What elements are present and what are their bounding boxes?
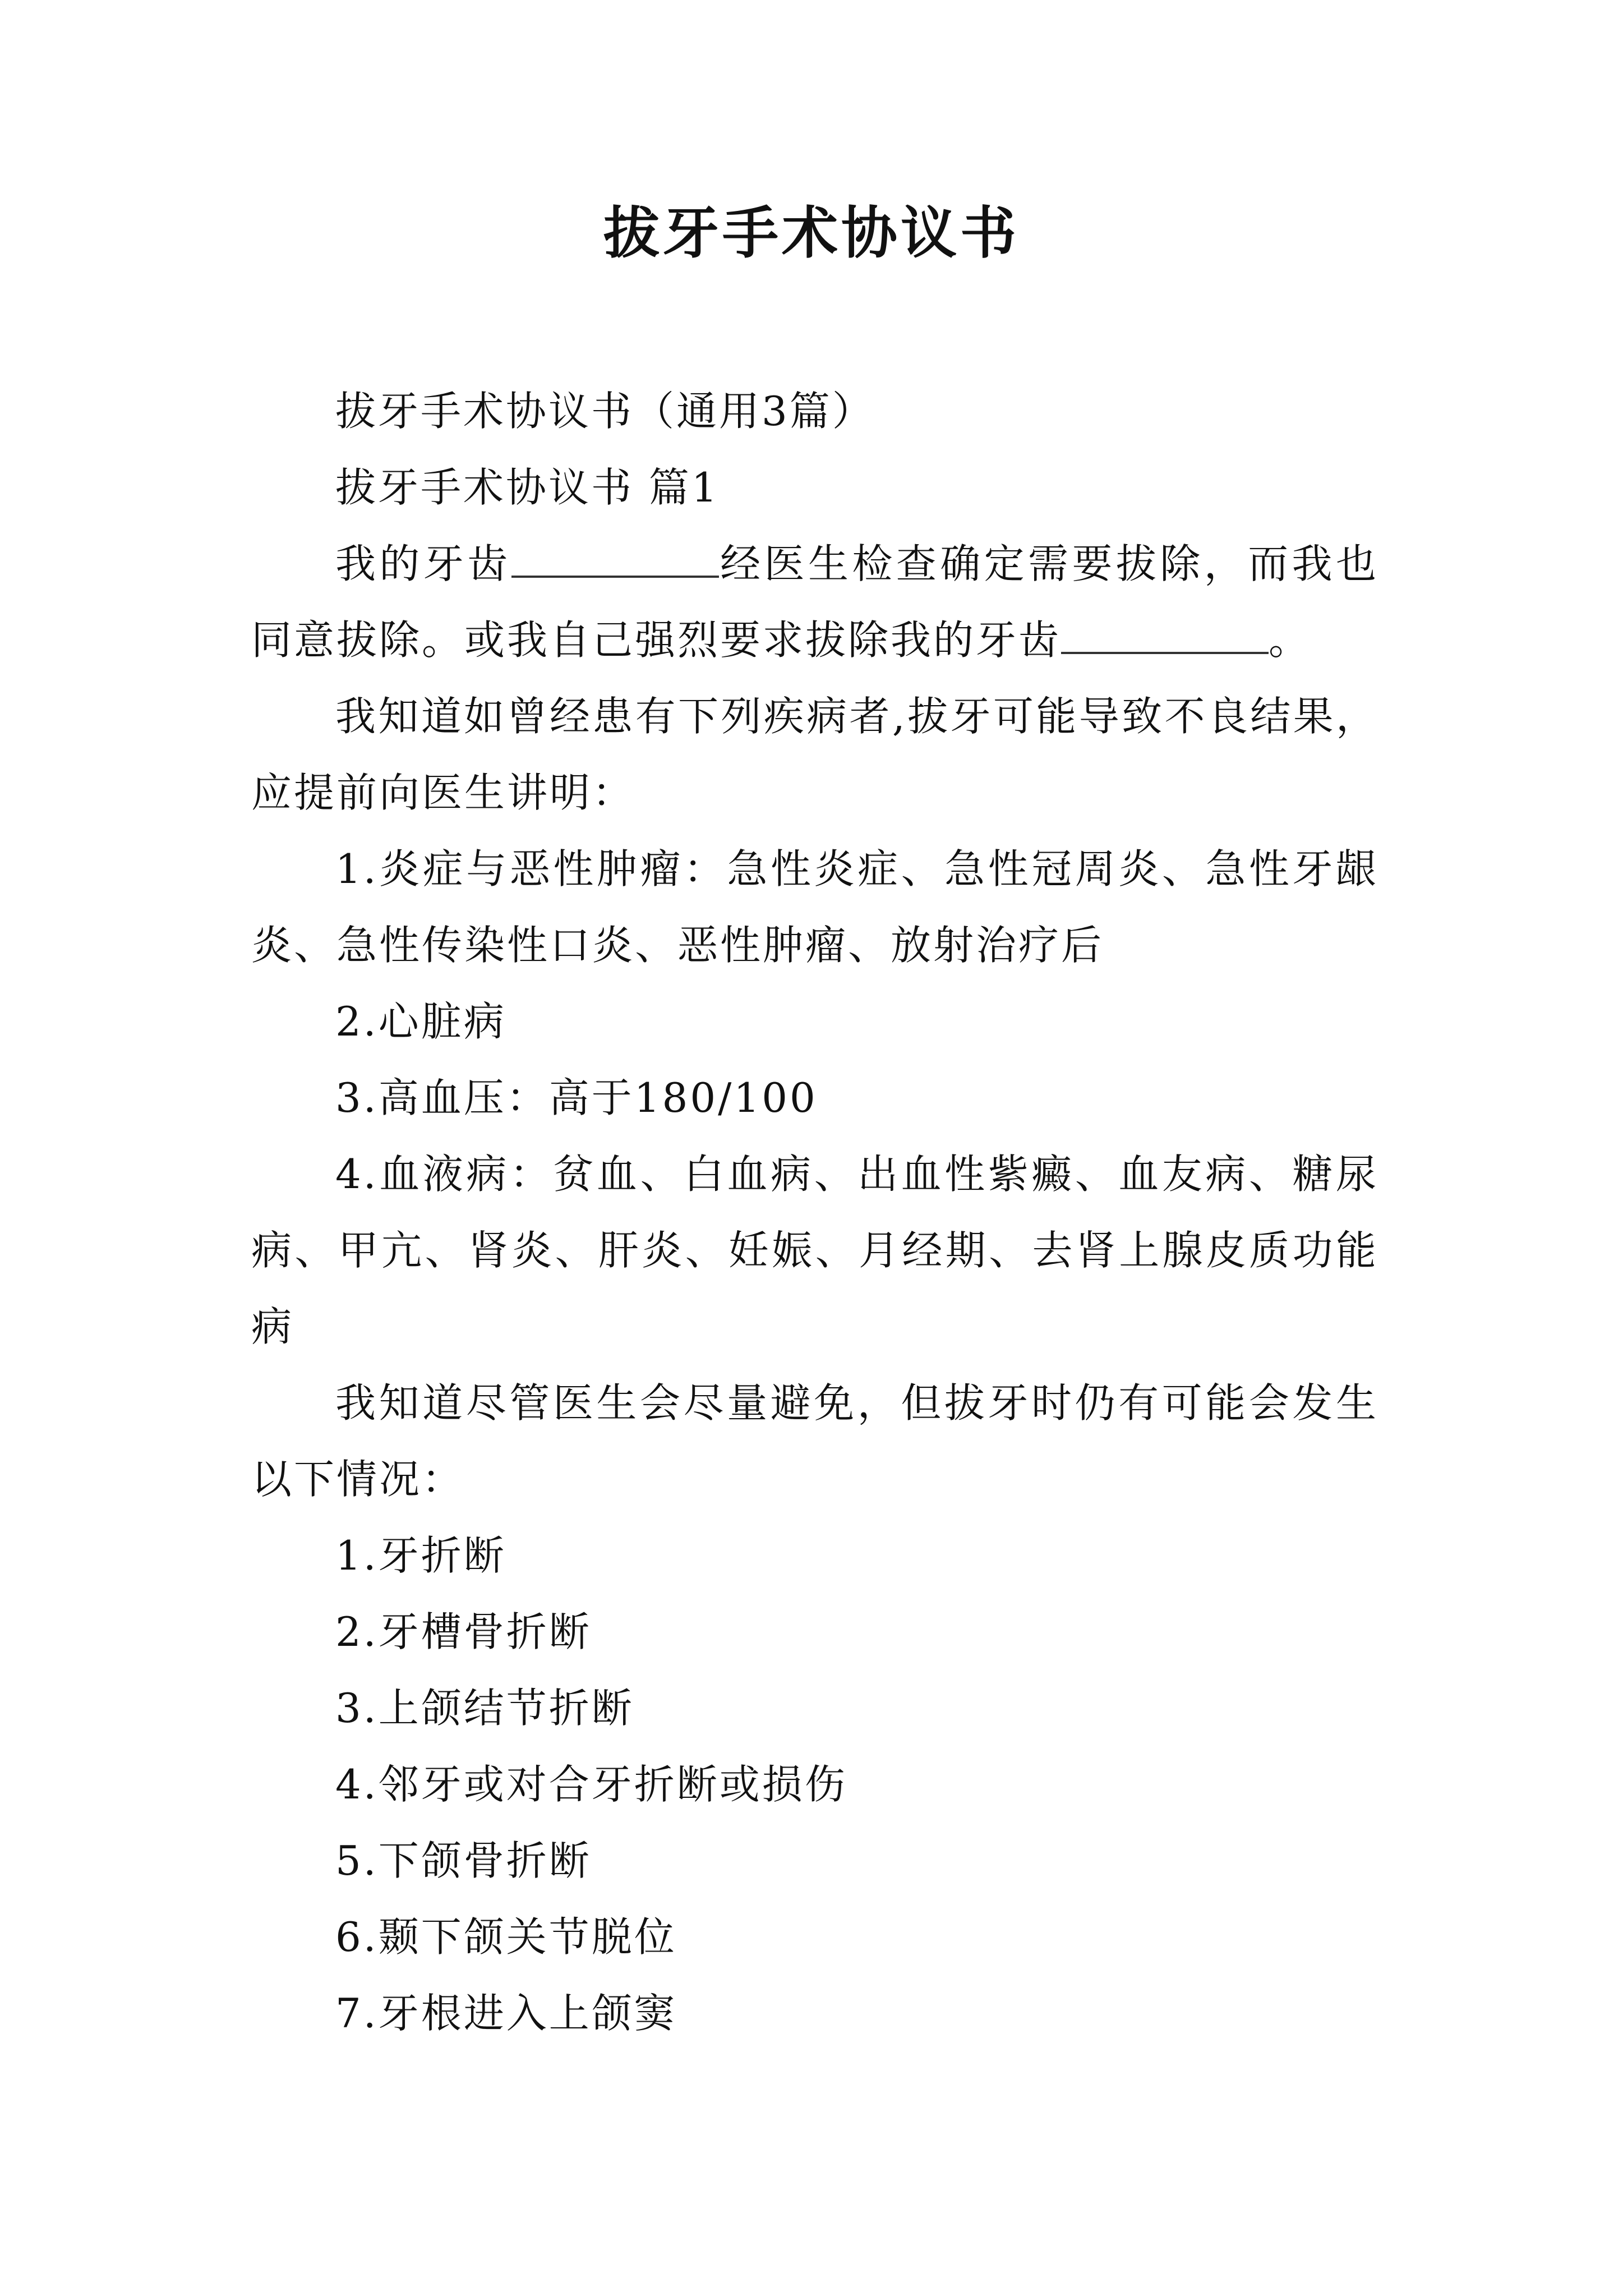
complication-item: 6.颞下颌关节脱位 bbox=[335, 1913, 677, 1961]
tooth-blank-field-2 bbox=[1061, 618, 1269, 654]
document-subtitle: 拔牙手术协议书（通用3篇） bbox=[335, 388, 875, 435]
consent-paragraph bbox=[251, 526, 1378, 678]
document-body bbox=[251, 373, 1378, 2051]
disease-item: 1.炎症与恶性肿瘤：急性炎症、急性冠周炎、急性牙龈炎、急性传染性口炎、恶性肿瘤、放射治疗后 bbox=[251, 845, 1378, 969]
tooth-blank-field-1 bbox=[511, 542, 719, 578]
disease-item: 2.心脏病 bbox=[335, 998, 506, 1045]
consent-text-start: 我的牙齿 bbox=[335, 540, 511, 587]
disease-item: 3.高血压：高于180/100 bbox=[335, 1074, 818, 1121]
document-title: 拔牙手术协议书 bbox=[603, 200, 1020, 266]
disease-item: 4.血液病：贫血、白血病、出血性紫癜、血友病、糖尿病、甲亢、肾炎、肝炎、妊娠、月经期、去肾上腺皮质功能病 bbox=[251, 1151, 1378, 1350]
complication-item: 4.邻牙或对合牙折断或损伤 bbox=[335, 1761, 847, 1808]
complication-item: 5.下颌骨折断 bbox=[335, 1837, 592, 1884]
disease-intro-paragraph: 我知道如曾经患有下列疾病者,拔牙可能导致不良结果，应提前向医生讲明： bbox=[251, 693, 1378, 816]
complication-item: 1.牙折断 bbox=[335, 1532, 506, 1579]
complication-item: 7.牙根进入上颌窦 bbox=[335, 1990, 677, 2037]
complication-item: 3.上颌结节折断 bbox=[335, 1685, 634, 1732]
complication-intro-paragraph: 我知道尽管医生会尽量避免，但拔牙时仍有可能会发生以下情况： bbox=[251, 1379, 1378, 1503]
section-heading: 拔牙手术协议书 篇1 bbox=[335, 464, 720, 511]
consent-text-end: 。 bbox=[1269, 616, 1312, 664]
complication-item: 2.牙槽骨折断 bbox=[335, 1608, 592, 1655]
consent-text-middle: 经医生检查确定需要拔除，而我也同意拔除。或我自己强烈要求拔除我的牙齿 bbox=[251, 540, 1378, 664]
